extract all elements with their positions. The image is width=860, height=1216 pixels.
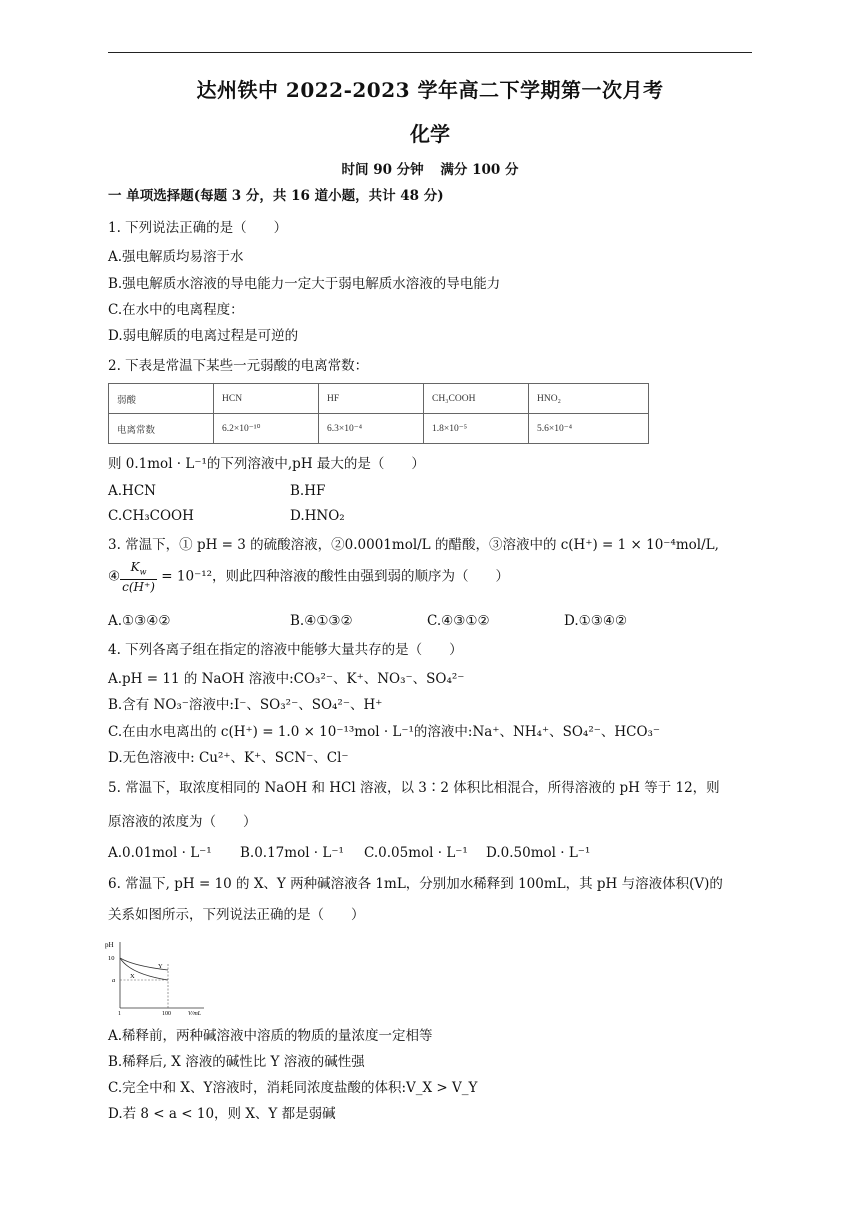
subject-title: 化学 bbox=[410, 122, 450, 146]
y-tick-a: a bbox=[112, 977, 116, 984]
q6-stem-cont: 关系如图所示，下列说法正确的是（ ） bbox=[108, 907, 365, 923]
y-axis-label: pH bbox=[105, 941, 114, 949]
q5-stem: 5. 常温下，取浓度相同的 NaOH 和 HCl 溶液，以 3∶2 体积比相混合，所得溶液的 pH 等于 12，则 bbox=[108, 780, 720, 796]
x-tick-100: 100 bbox=[162, 1011, 171, 1016]
q3-stem: 3. 常温下，① pH = 3 的硫酸溶液，②0.0001mol/L 的醋酸，③溶液中的 c(H⁺) = 1 × 10⁻⁴mol/L, bbox=[108, 537, 719, 553]
q4-option-a: A.pH = 11 的 NaOH 溶液中:CO₃²⁻、K⁺、NO₃⁻、SO₄²⁻ bbox=[108, 671, 465, 687]
q6-stem: 6. 常温下, pH = 10 的 X、Y 两种碱溶液各 1mL，分别加水稀释到 100mL，其 pH 与溶液体积(V)的 bbox=[108, 876, 723, 892]
table-cell: 5.6×10⁻⁴ bbox=[529, 414, 649, 444]
q4-option-b: B.含有 NO₃⁻溶液中:I⁻、SO₃²⁻、SO₄²⁻、H⁺ bbox=[108, 697, 383, 713]
table-cell: HNO₂ bbox=[529, 384, 649, 414]
page-title: 达州铁中 2022-2023 学年高二下学期第一次月考 bbox=[196, 78, 664, 102]
q2-option-b: B.HF bbox=[290, 483, 326, 499]
q5-option-a: A.0.01mol · L⁻¹ bbox=[108, 845, 212, 861]
full-score: 满分 100 分 bbox=[440, 162, 519, 178]
q2-stem: 2. 下表是常温下某些一元弱酸的电离常数： bbox=[108, 358, 369, 374]
q5-option-d: D.0.50mol · L⁻¹ bbox=[486, 845, 591, 861]
ph-dilution-graph bbox=[104, 938, 214, 1016]
x-tick-1: 1 bbox=[118, 1011, 121, 1016]
table-cell: 1.8×10⁻⁵ bbox=[424, 414, 529, 444]
top-rule bbox=[108, 52, 752, 53]
table-header-row bbox=[109, 384, 649, 414]
q2-option-d: D.HNO₂ bbox=[290, 508, 345, 524]
table-cell: CH₃COOH bbox=[424, 384, 529, 414]
q3-formula-line bbox=[108, 560, 509, 594]
q3-option-b: B.④①③② bbox=[290, 613, 353, 629]
section-heading: 一 单项选择题(每题 3 分，共 16 道小题，共计 48 分) bbox=[108, 188, 444, 204]
q2-question: 则 0.1mol · L⁻¹的下列溶液中,pH 最大的是（ ） bbox=[108, 456, 425, 472]
q1-option-c: C.在水中的电离程度： bbox=[108, 302, 244, 318]
q5-option-c: C.0.05mol · L⁻¹ bbox=[364, 845, 468, 861]
frac-numerator: K bbox=[130, 560, 140, 574]
q4-option-c: C.在由水电离出的 c(H⁺) = 1.0 × 10⁻¹³mol · L⁻¹的溶液中:Na⁺、NH₄⁺、SO₄²⁻、HCO₃⁻ bbox=[108, 724, 661, 740]
q3-option-a: A.①③④② bbox=[108, 613, 171, 629]
q5-stem-cont: 原溶液的浓度为（ ） bbox=[108, 814, 257, 830]
q6-option-d: D.若 8 < a < 10，则 X、Y 都是弱碱 bbox=[108, 1106, 336, 1122]
q1-option-b: B.强电解质水溶液的导电能力一定大于弱电解质水溶液的导电能力 bbox=[108, 276, 501, 292]
q3-option-d: D.①③④② bbox=[564, 613, 628, 629]
y-tick-10: 10 bbox=[108, 955, 115, 962]
series-label-x: X bbox=[130, 973, 135, 980]
series-label-y: Y bbox=[158, 963, 163, 970]
q5-option-b: B.0.17mol · L⁻¹ bbox=[240, 845, 344, 861]
table-cell: HF bbox=[319, 384, 424, 414]
table-cell: 6.3×10⁻⁴ bbox=[319, 414, 424, 444]
q6-option-c: C.完全中和 X、Y溶液时，消耗同浓度盐酸的体积:V_X > V_Y bbox=[108, 1080, 478, 1096]
q4-option-d: D.无色溶液中: Cu²⁺、K⁺、SCN⁻、Cl⁻ bbox=[108, 750, 349, 766]
table-cell: 电离常数 bbox=[109, 414, 214, 444]
q2-option-c: C.CH₃COOH bbox=[108, 508, 194, 524]
table-row bbox=[109, 414, 649, 444]
q1-option-a: A.强电解质均易溶于水 bbox=[108, 249, 244, 265]
exam-info bbox=[0, 158, 860, 178]
frac-numerator-sub: w bbox=[139, 567, 147, 577]
table-cell: HCN bbox=[214, 384, 319, 414]
q2-option-a: A.HCN bbox=[108, 483, 156, 499]
kw-fraction bbox=[120, 560, 157, 594]
q6-option-b: B.稀释后, X 溶液的碱性比 Y 溶液的碱性强 bbox=[108, 1054, 365, 1070]
x-axis-label: V/mL bbox=[188, 1011, 202, 1016]
frac-denominator: c(H⁺) bbox=[122, 580, 155, 595]
q3-circle-4: ④ bbox=[108, 568, 121, 585]
q3-formula-rest: = 10⁻¹²，则此四种溶液的酸性由强到弱的顺序为（ ） bbox=[157, 568, 510, 585]
time-limit: 时间 90 分钟 bbox=[341, 162, 424, 178]
q6-option-a: A.稀释前，两种碱溶液中溶质的物质的量浓度一定相等 bbox=[108, 1028, 433, 1044]
q1-stem: 1. 下列说法正确的是（ ） bbox=[108, 220, 288, 236]
ionization-constant-table bbox=[108, 383, 649, 444]
table-cell: 6.2×10⁻¹⁰ bbox=[214, 414, 319, 444]
q1-option-d: D.弱电解质的电离过程是可逆的 bbox=[108, 328, 299, 344]
q4-stem: 4. 下列各离子组在指定的溶液中能够大量共存的是（ ） bbox=[108, 642, 463, 658]
q3-option-c: C.④③①② bbox=[427, 613, 490, 629]
table-cell: 弱酸 bbox=[109, 384, 214, 414]
